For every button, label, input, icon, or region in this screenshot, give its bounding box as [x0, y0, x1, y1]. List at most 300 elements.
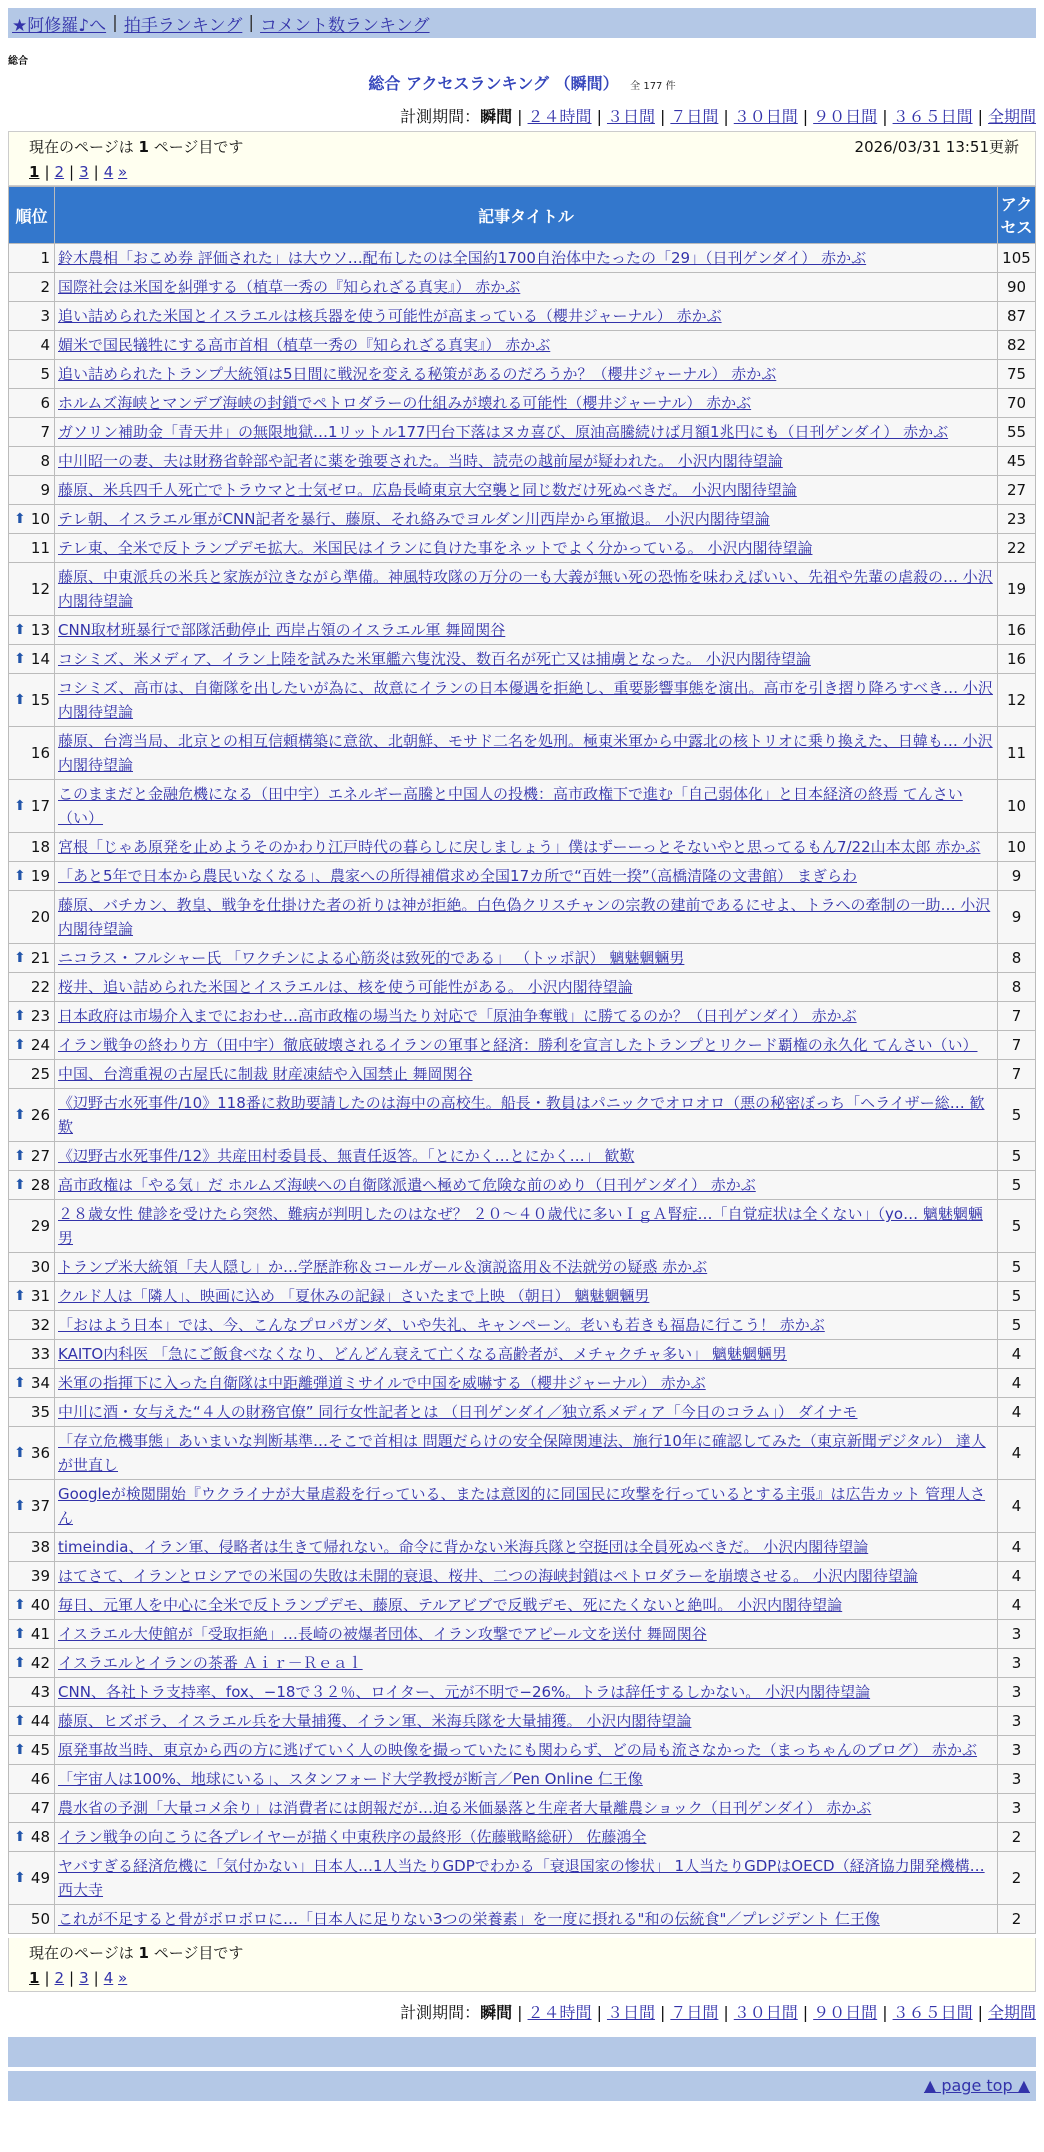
- access-count: 3: [998, 1620, 1036, 1649]
- access-count: 5: [998, 1142, 1036, 1171]
- page-top-link[interactable]: ▲ page top ▲: [923, 2076, 1030, 2095]
- table-row: [9, 1398, 1036, 1427]
- table-row: [9, 360, 1036, 389]
- rank-number: 22: [30, 978, 50, 996]
- clap-ranking-link[interactable]: 拍手ランキング: [123, 15, 243, 36]
- table-row: [9, 1311, 1036, 1340]
- rank-number: 36: [30, 1444, 50, 1462]
- table-row: [9, 1736, 1036, 1765]
- article-link[interactable]: CNN取材班暴行で部隊活動停止 西岸占領のイスラエル軍 舞岡関谷: [58, 621, 506, 639]
- rank-number: 21: [30, 949, 50, 967]
- title-cell: [55, 1002, 998, 1031]
- nav-separator: |: [248, 13, 255, 33]
- article-link[interactable]: トランプ米大統領「夫人隠し」か…学歴詐称＆コールガール＆演説盗用＆不法就労の疑惑 赤かぶ: [58, 1258, 708, 1276]
- rank-cell: [9, 1620, 55, 1649]
- article-link[interactable]: 日本政府は市場介入までにおわせ…高市政権の場当たり対応で「原油争奪戦」に勝てるのか？（日刊ゲンダイ） 赤かぶ: [58, 1007, 857, 1025]
- title-cell: [55, 1823, 998, 1852]
- rank-cell: [9, 302, 55, 331]
- period-separator: |: [723, 107, 729, 126]
- rank-up-arrow-icon: ⬆: [14, 1288, 26, 1304]
- period-link[interactable]: ２４時間: [527, 2003, 592, 2022]
- table-row: [9, 973, 1036, 1002]
- rank-cell: [9, 1398, 55, 1427]
- article-link[interactable]: 「存立危機事態」あいまいな判断基準…そこで首相は 問題だらけの安全保障関連法、施行10年に確認してみた（東京新聞デジタル） 達人が世直し: [58, 1432, 986, 1474]
- rank-number: 48: [30, 1828, 50, 1846]
- title-cell: [55, 1852, 998, 1905]
- title-cell: [55, 862, 998, 891]
- title-cell: [55, 563, 998, 616]
- page-link[interactable]: 2: [54, 163, 65, 181]
- period-link[interactable]: ３６５日間: [892, 107, 973, 126]
- access-count: 2: [998, 1823, 1036, 1852]
- period-separator: |: [596, 107, 602, 126]
- article-link[interactable]: 国際社会は米国を糾弾する（植草一秀の『知られざる真実』） 赤かぶ: [58, 278, 521, 296]
- title-cell: [55, 1089, 998, 1142]
- rank-number: 16: [30, 744, 50, 762]
- period-link[interactable]: 全期間: [987, 2003, 1036, 2022]
- page-separator: |: [93, 1969, 99, 1987]
- title-cell: [55, 1031, 998, 1060]
- access-count: 5: [998, 1282, 1036, 1311]
- article-link[interactable]: 追い詰められたトランプ大統領は5日間に戦況を変える秘策があるのだろうか？（櫻井ジャーナル） 赤かぶ: [58, 365, 777, 383]
- title-cell: [55, 780, 998, 833]
- rank-number: 27: [30, 1147, 50, 1165]
- period-separator: |: [802, 107, 809, 126]
- title-cell: [55, 1480, 998, 1533]
- article-link[interactable]: KAITO内科医 「急にご飯食べなくなり、どんどん衰えて亡くなる高齢者が、メチャクチャ多い」 魑魅魍魎男: [58, 1345, 787, 1363]
- rank-up-arrow-icon: ⬆: [14, 950, 26, 966]
- rank-cell: [9, 1060, 55, 1089]
- table-row: [9, 833, 1036, 862]
- rank-number: 3: [40, 307, 50, 325]
- rank-up-arrow-icon: ⬆: [14, 1498, 26, 1514]
- period-link[interactable]: ３日間: [606, 2003, 655, 2022]
- access-count: 2: [998, 1852, 1036, 1905]
- table-row: [9, 1142, 1036, 1171]
- article-link[interactable]: 原発事故当時、東京から西の方に逃げていく人の映像を撮っていたにも関わらず、どの局も流さなかった（まっちゃんのブログ） 赤かぶ: [58, 1741, 978, 1759]
- table-row: [9, 1678, 1036, 1707]
- page-current: 1: [29, 163, 40, 181]
- rank-cell: [9, 1649, 55, 1678]
- rank-number: 26: [30, 1106, 50, 1124]
- title-cell: [55, 505, 998, 534]
- header-access: アクセス: [998, 187, 1036, 244]
- article-link[interactable]: これが不足すると骨がボロボロに…「日本人に足りない3つの栄養素」を一度に摂れる"和の伝統食"／プレジデント 仁王像: [58, 1910, 880, 1928]
- table-row: [9, 1620, 1036, 1649]
- title-cell: [55, 833, 998, 862]
- page-link[interactable]: 4: [103, 163, 114, 181]
- rank-number: 1: [40, 249, 50, 267]
- rank-cell: [9, 563, 55, 616]
- article-link[interactable]: ホルムズ海峡とマンデブ海峡の封鎖でペトロダラーの仕組みが壊れる可能性（櫻井ジャーナル） 赤かぶ: [58, 394, 752, 412]
- rank-cell: [9, 1562, 55, 1591]
- period-selector: [8, 104, 1036, 127]
- ranking-title: 総合 アクセスランキング （瞬間）: [368, 74, 619, 93]
- title-cell: [55, 1707, 998, 1736]
- rank-cell: [9, 1707, 55, 1736]
- rank-cell: [9, 273, 55, 302]
- title-cell: [55, 273, 998, 302]
- rank-up-arrow-icon: ⬆: [14, 868, 26, 884]
- title-cell: [55, 727, 998, 780]
- rank-number: 19: [30, 867, 50, 885]
- rank-up-arrow-icon: ⬆: [14, 1742, 26, 1758]
- rank-cell: [9, 360, 55, 389]
- access-count: 5: [998, 1089, 1036, 1142]
- table-row: [9, 273, 1036, 302]
- title-cell: [55, 1427, 998, 1480]
- access-count: 19: [998, 563, 1036, 616]
- period-link[interactable]: ９０日間: [813, 2003, 878, 2022]
- rank-cell: [9, 1678, 55, 1707]
- access-count: 16: [998, 616, 1036, 645]
- section-label: 総合: [8, 56, 28, 67]
- period-separator: |: [596, 2003, 602, 2022]
- title-cell: [55, 1562, 998, 1591]
- access-count: 8: [998, 973, 1036, 1002]
- access-count: 9: [998, 891, 1036, 944]
- rank-number: 20: [30, 908, 50, 926]
- period-link[interactable]: ７日間: [670, 107, 719, 126]
- table-row: [9, 1060, 1036, 1089]
- article-link[interactable]: テレ朝、イスラエル軍がCNN記者を暴行、藤原、それ絡みでヨルダン川西岸から軍撤退。 小沢内閣待望論: [58, 510, 770, 528]
- rank-cell: [9, 1142, 55, 1171]
- rank-cell: [9, 1031, 55, 1060]
- period-separator: |: [882, 107, 888, 126]
- access-count: 55: [998, 418, 1036, 447]
- rank-up-arrow-icon: ⬆: [14, 1829, 26, 1845]
- page-links: [29, 1969, 1019, 1987]
- table-row: [9, 1823, 1036, 1852]
- access-count: 4: [998, 1427, 1036, 1480]
- article-link[interactable]: ニコラス・フルシャー氏 「ワクチンによる心筋炎は致死的である」 （トッポ訳） 魑魅魍魎男: [58, 949, 685, 967]
- period-separator: |: [517, 107, 523, 126]
- page-link[interactable]: 2: [54, 1969, 65, 1987]
- article-link[interactable]: Googleが検閲開始『ウクライナが大量虐殺を行っている、または意図的に同国民に攻撃を行っているとする主張』は広告カット 管理人さん: [58, 1485, 986, 1527]
- access-count: 70: [998, 389, 1036, 418]
- table-row: [9, 302, 1036, 331]
- period-item-active: 瞬間: [480, 2003, 513, 2022]
- page-link[interactable]: 3: [79, 1969, 89, 1987]
- header-title: 記事タイトル: [55, 187, 998, 244]
- access-count: 75: [998, 360, 1036, 389]
- period-separator: |: [723, 2003, 729, 2022]
- article-link[interactable]: 藤原、米兵四千人死亡でトラウマと士気ゼロ。広島長崎東京大空襲と同じ数だけ死ぬべきだ。 小沢内閣待望論: [58, 481, 797, 499]
- bottom-bar: [8, 2037, 1036, 2067]
- rank-cell: [9, 862, 55, 891]
- period-link[interactable]: ９０日間: [813, 107, 878, 126]
- table-row: [9, 331, 1036, 360]
- rank-number: 34: [30, 1374, 50, 1392]
- rank-number: 39: [30, 1567, 50, 1585]
- rank-cell: [9, 1533, 55, 1562]
- article-link[interactable]: このままだと金融危機になる（田中宇）エネルギー高騰と中国人の投機：高市政権下で進む「自己弱体化」と日本経済の終焉 てんさい（い）: [58, 785, 963, 827]
- rank-up-arrow-icon: ⬆: [14, 1655, 26, 1671]
- comment-ranking-link[interactable]: コメント数ランキング: [260, 15, 430, 36]
- rank-cell: [9, 674, 55, 727]
- article-link[interactable]: 農水省の予測「大量コメ余り」は消費者には朗報だが…迫る米価暴落と生産者大量離農ショック（日刊ゲンダイ） 赤かぶ: [58, 1799, 872, 1817]
- article-link[interactable]: 「あと5年で日本から農民いなくなる」、農家への所得補償求め全国17カ所で“百姓一揆”（高橋清隆の文書館） まぎらわ: [58, 867, 857, 885]
- period-link[interactable]: ３０日間: [733, 2003, 798, 2022]
- access-count: 3: [998, 1736, 1036, 1765]
- access-count: 7: [998, 1060, 1036, 1089]
- table-row: [9, 1649, 1036, 1678]
- ranking-title-block: [0, 71, 1044, 94]
- article-link[interactable]: 高市政権は「やる気」だ ホルムズ海峡への自衛隊派遣へ極めて危険な前のめり（日刊ゲンダイ） 赤かぶ: [58, 1176, 756, 1194]
- table-row: [9, 891, 1036, 944]
- period-selector-bottom: [8, 2000, 1036, 2023]
- article-link[interactable]: イラン戦争の向こうに各プレイヤーが描く中東秩序の最終形（佐藤戦略総研） 佐藤鴻全: [58, 1828, 647, 1846]
- period-link[interactable]: ３０日間: [733, 107, 798, 126]
- rank-up-arrow-icon: ⬆: [14, 1148, 26, 1164]
- rank-number: 17: [30, 797, 50, 815]
- article-link[interactable]: ヤバすぎる経済危機に「気付かない」日本人…1人当たりGDPでわかる「衰退国家の惨状」 1人当たりGDPはOECD（経済協力開発機構… 西大寺: [58, 1857, 985, 1899]
- rank-cell: [9, 1794, 55, 1823]
- article-link[interactable]: 媚米で国民犠牲にする高市首相（植草一秀の『知られざる真実』） 赤かぶ: [58, 336, 551, 354]
- title-cell: [55, 389, 998, 418]
- access-count: 90: [998, 273, 1036, 302]
- title-cell: [55, 1311, 998, 1340]
- article-link[interactable]: 《辺野古水死事件/12》共産田村委員長、無責任返答。「とにかく…とにかく…」 歓歎: [58, 1147, 635, 1165]
- rank-number: 30: [30, 1258, 50, 1276]
- table-row: [9, 1200, 1036, 1253]
- title-cell: [55, 1678, 998, 1707]
- article-link[interactable]: イラン戦争の終わり方（田中宇）徹底破壊されるイランの軍事と経済：勝利を宣言したトランプとリクード覇権の永久化 てんさい（い）: [58, 1036, 978, 1054]
- access-count: 3: [998, 1794, 1036, 1823]
- rank-up-arrow-icon: ⬆: [14, 1445, 26, 1461]
- access-count: 4: [998, 1340, 1036, 1369]
- rank-up-arrow-icon: ⬆: [14, 622, 26, 638]
- current-page-text: 現在のページは 1 ページ目です: [29, 138, 244, 156]
- rank-up-arrow-icon: ⬆: [14, 1597, 26, 1613]
- title-cell: [55, 1060, 998, 1089]
- period-link[interactable]: 全期間: [987, 107, 1036, 126]
- access-count: 82: [998, 331, 1036, 360]
- rank-cell: [9, 1002, 55, 1031]
- table-row: [9, 476, 1036, 505]
- current-page-number: 1: [138, 138, 149, 156]
- access-count: 5: [998, 1253, 1036, 1282]
- access-count: 27: [998, 476, 1036, 505]
- table-row: [9, 1905, 1036, 1934]
- rank-up-arrow-icon: ⬆: [14, 1713, 26, 1729]
- title-cell: [55, 476, 998, 505]
- rank-number: 2: [40, 278, 50, 296]
- access-count: 7: [998, 1002, 1036, 1031]
- rank-cell: [9, 1736, 55, 1765]
- access-count: 3: [998, 1765, 1036, 1794]
- next-page-link[interactable]: »: [118, 1969, 128, 1987]
- rank-number: 35: [30, 1403, 50, 1421]
- table-row: [9, 563, 1036, 616]
- table-row: [9, 1031, 1036, 1060]
- access-count: 4: [998, 1562, 1036, 1591]
- article-link[interactable]: 中国、台湾重視の古屋氏に制裁 財産凍結や入国禁止 舞岡関谷: [58, 1065, 473, 1083]
- rank-number: 50: [30, 1910, 50, 1928]
- rank-up-arrow-icon: ⬆: [14, 1375, 26, 1391]
- ranking-table-body: [9, 244, 1036, 1934]
- article-link[interactable]: 中川に酒・女与えた“４人の財務官僚” 同行女性記者とは （日刊ゲンダイ／独立系メディア「今日のコラム」） ダイナモ: [58, 1403, 858, 1421]
- title-cell: [55, 302, 998, 331]
- rank-cell: [9, 833, 55, 862]
- title-cell: [55, 891, 998, 944]
- table-row: [9, 727, 1036, 780]
- period-link[interactable]: ３日間: [606, 107, 655, 126]
- article-link[interactable]: 藤原、中東派兵の米兵と家族が泣きながら準備。神風特攻隊の万分の一も大義が無い死の恐怖を味わえばいい、先祖や先輩の虐殺の… 小沢内閣待望論: [58, 568, 993, 610]
- page-separator: |: [44, 1969, 50, 1987]
- period-separator: |: [517, 2003, 523, 2022]
- period-separator: |: [659, 2003, 666, 2022]
- rank-cell: [9, 891, 55, 944]
- title-cell: [55, 616, 998, 645]
- article-link[interactable]: 米軍の指揮下に入った自衛隊は中距離弾道ミサイルで中国を威嚇する（櫻井ジャーナル） 赤かぶ: [58, 1374, 706, 1392]
- article-link[interactable]: 桜井、追い詰められた米国とイスラエルは、核を使う可能性がある。 小沢内閣待望論: [58, 978, 633, 996]
- table-row: [9, 534, 1036, 563]
- rank-cell: [9, 331, 55, 360]
- rank-cell: [9, 1765, 55, 1794]
- access-count: 10: [998, 780, 1036, 833]
- title-cell: [55, 418, 998, 447]
- article-link[interactable]: クルド人は「隣人」、映画に込め 「夏休みの記録」さいたまで上映 （朝日） 魑魅魍魎男: [58, 1287, 650, 1305]
- rank-up-arrow-icon: ⬆: [14, 1177, 26, 1193]
- rank-cell: [9, 1171, 55, 1200]
- table-row: [9, 1427, 1036, 1480]
- page-current: 1: [29, 1969, 40, 1987]
- rank-cell: [9, 1369, 55, 1398]
- access-count: 16: [998, 645, 1036, 674]
- access-count: 5: [998, 1311, 1036, 1340]
- article-link[interactable]: 毎日、元軍人を中心に全米で反トランプデモ、藤原、テルアビブで反戦デモ、死にたくないと絶叫。 小沢内閣待望論: [58, 1596, 843, 1614]
- rank-up-arrow-icon: ⬆: [14, 692, 26, 708]
- rank-number: 29: [30, 1217, 50, 1235]
- article-link[interactable]: 追い詰められた米国とイスラエルは核兵器を使う可能性が高まっている（櫻井ジャーナル） 赤かぶ: [58, 307, 722, 325]
- title-cell: [55, 944, 998, 973]
- rank-number: 10: [30, 510, 50, 528]
- table-row: [9, 862, 1036, 891]
- article-link[interactable]: イスラエル大使館が「受取拒絶」…長崎の被爆者団体、イラン攻撃でアピール文を送付 舞岡関谷: [58, 1625, 707, 1643]
- home-link[interactable]: ★阿修羅♪へ: [12, 15, 107, 36]
- rank-cell: [9, 1282, 55, 1311]
- table-row: [9, 1369, 1036, 1398]
- page-top-bar: [8, 2071, 1036, 2101]
- rank-cell: [9, 616, 55, 645]
- title-cell: [55, 447, 998, 476]
- title-cell: [55, 1794, 998, 1823]
- article-link[interactable]: CNN、各社トラ支持率、fox、−18で３２％、ロイター、元が不明で−26%。トラは辞任するしかない。 小沢内閣待望論: [58, 1683, 871, 1701]
- table-row: [9, 1002, 1036, 1031]
- page-link[interactable]: 3: [79, 163, 89, 181]
- table-row: [9, 1794, 1036, 1823]
- rank-up-arrow-icon: ⬆: [14, 1870, 26, 1886]
- rank-cell: [9, 534, 55, 563]
- article-link[interactable]: コシミズ、米メディア、イラン上陸を試みた米軍艦六隻沈没、数百名が死亡又は捕虜となった。 小沢内閣待望論: [58, 650, 811, 668]
- article-link[interactable]: 《辺野古水死事件/10》118番に救助要請したのは海中の高校生。船長・教員はパニックでオロオロ（悪の秘密ぼっち「ヘライザー総… 歓歎: [58, 1094, 985, 1136]
- article-link[interactable]: コシミズ、高市は、自衛隊を出したいが為に、故意にイランの日本優遇を拒絶し、重要影響事態を演出。高市を引き摺り降ろすべき… 小沢内閣待望論: [58, 679, 993, 721]
- article-link[interactable]: イスラエルとイランの茶番 Ａｉｒ－Ｒｅａｌ: [58, 1654, 363, 1672]
- rank-number: 46: [30, 1770, 50, 1788]
- article-link[interactable]: はてさて、イランとロシアでの米国の失敗は未開的衰退、桜井、二つの海峡封鎖はペトロダラーを崩壊させる。 小沢内閣待望論: [58, 1567, 918, 1585]
- current-page-text: 現在のページは 1 ページ目です: [29, 1944, 244, 1962]
- article-link[interactable]: 中川昭一の妻、夫は財務省幹部や記者に薬を強要された。当時、読売の越前屋が疑われた。 小沢内閣待望論: [58, 452, 783, 470]
- title-cell: [55, 360, 998, 389]
- rank-cell: [9, 1823, 55, 1852]
- table-row: [9, 505, 1036, 534]
- article-link[interactable]: ２８歳女性 健診を受けたら突然、難病が判明したのはなぜ？ ２０～４０歳代に多いＩｇＡ腎症…「自覚症状は全くない」（yo… 魑魅魍魎男: [58, 1205, 983, 1247]
- rank-cell: [9, 1480, 55, 1533]
- rank-number: 12: [30, 580, 50, 598]
- rank-cell: [9, 1340, 55, 1369]
- rank-number: 24: [30, 1036, 50, 1054]
- article-link[interactable]: 「宇宙人は100%、地球にいる」、スタンフォード大学教授が断言／Pen Online 仁王像: [58, 1770, 643, 1788]
- article-link[interactable]: 鈴木農相「おこめ券 評価された」は大ウソ…配布したのは全国約1700自治体中たったの「29」（日刊ゲンダイ） 赤かぶ: [58, 249, 867, 267]
- title-cell: [55, 1765, 998, 1794]
- period-link[interactable]: ３６５日間: [892, 2003, 973, 2022]
- article-link[interactable]: 藤原、ヒズボラ、イスラエル兵を大量捕獲、イラン軍、米海兵隊を大量捕獲。 小沢内閣待望論: [58, 1712, 692, 1730]
- rank-number: 15: [30, 691, 50, 709]
- article-link[interactable]: 藤原、台湾当局、北京との相互信頼構築に意欲、北朝鮮、モサド二名を処刑。極東米軍から中露北の核トリオに乗り換えた、日韓も… 小沢内閣待望論: [58, 732, 993, 774]
- table-header-row: [9, 187, 1036, 244]
- page-link[interactable]: 4: [103, 1969, 114, 1987]
- rank-number: 4: [40, 336, 50, 354]
- table-row: [9, 616, 1036, 645]
- title-cell: [55, 331, 998, 360]
- access-count: 105: [998, 244, 1036, 273]
- article-link[interactable]: 「おはよう日本」では、今、こんなプロパガンダ、いや失礼、キャンペーン。老いも若きも福島に行こう！ 赤かぶ: [58, 1316, 825, 1334]
- next-page-link[interactable]: »: [118, 163, 128, 181]
- period-item-active: 瞬間: [480, 107, 513, 126]
- table-row: [9, 1707, 1036, 1736]
- table-row: [9, 1852, 1036, 1905]
- period-separator: |: [977, 107, 983, 126]
- title-cell: [55, 534, 998, 563]
- title-cell: [55, 1369, 998, 1398]
- access-count: 3: [998, 1707, 1036, 1736]
- title-cell: [55, 244, 998, 273]
- title-cell: [55, 1905, 998, 1934]
- title-cell: [55, 1398, 998, 1427]
- table-row: [9, 1282, 1036, 1311]
- table-row: [9, 645, 1036, 674]
- article-link[interactable]: テレ東、全米で反トランプデモ拡大。米国民はイランに負けた事をネットでよく分かっている。 小沢内閣待望論: [58, 539, 813, 557]
- rank-number: 45: [30, 1741, 50, 1759]
- period-link[interactable]: ７日間: [670, 2003, 719, 2022]
- article-link[interactable]: timeindia、イラン軍、侵略者は生きて帰れない。命令に背かない米海兵隊と空挺団は全員死ぬべきだ。 小沢内閣待望論: [58, 1538, 869, 1556]
- article-link[interactable]: ガソリン補助金「青天井」の無限地獄…1リットル177円台下落はヌカ喜び、原油高騰続けば月額1兆円にも（日刊ゲンダイ） 赤かぶ: [58, 423, 949, 441]
- article-link[interactable]: 宮根「じゃあ原発を止めようそのかわり江戸時代の暮らしに戻しましょう」僕はずーーっとそないやと思ってるもん7/22山本太郎 赤かぶ: [58, 838, 981, 856]
- table-row: [9, 1171, 1036, 1200]
- period-link[interactable]: ２４時間: [527, 107, 592, 126]
- table-row: [9, 1089, 1036, 1142]
- table-row: [9, 674, 1036, 727]
- rank-cell: [9, 727, 55, 780]
- table-row: [9, 1480, 1036, 1533]
- rank-cell: [9, 1253, 55, 1282]
- access-count: 23: [998, 505, 1036, 534]
- access-count: 8: [998, 944, 1036, 973]
- title-cell: [55, 1533, 998, 1562]
- rank-cell: [9, 1591, 55, 1620]
- updated-timestamp: 2026/03/31 13:51更新: [854, 138, 1019, 156]
- title-cell: [55, 1142, 998, 1171]
- title-cell: [55, 674, 998, 727]
- article-link[interactable]: 藤原、バチカン、教皇、戦争を仕掛けた者の祈りは神が拒絶。白色偽クリスチャンの宗教の建前であるにせよ、トラへの牽制の一助… 小沢内閣待望論: [58, 896, 991, 938]
- rank-cell: [9, 389, 55, 418]
- rank-cell: [9, 1427, 55, 1480]
- rank-cell: [9, 244, 55, 273]
- access-count: 4: [998, 1398, 1036, 1427]
- pager-top: [8, 131, 1036, 186]
- rank-up-arrow-icon: ⬆: [14, 1037, 26, 1053]
